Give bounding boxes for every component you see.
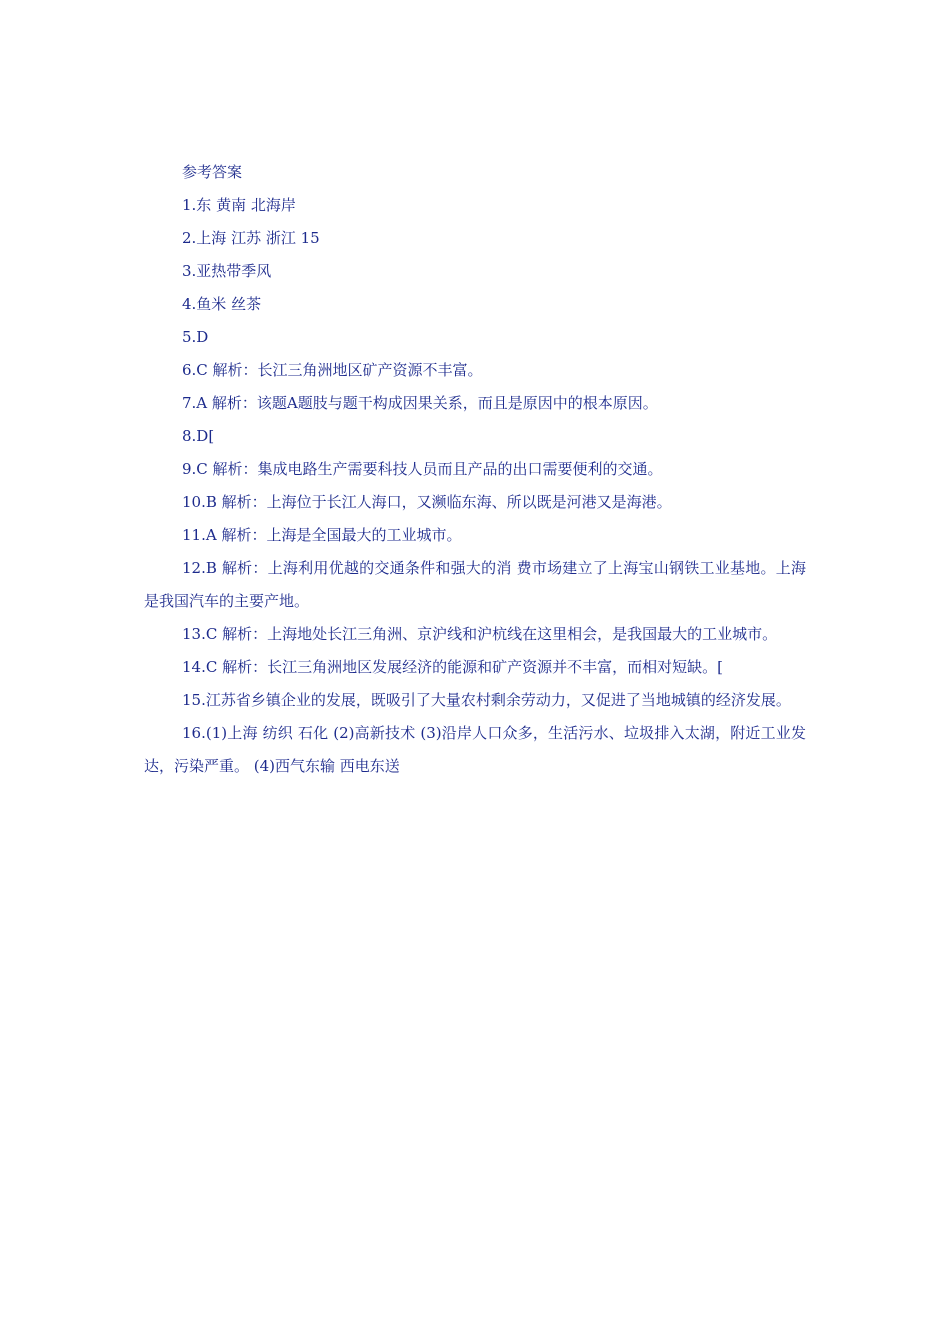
answer-item-14: 14.C 解析：长江三角洲地区发展经济的能源和矿产资源并不丰富，而相对短缺。[ xyxy=(182,658,723,676)
answer-item-11: 11.A 解析：上海是全国最大的工业城市。 xyxy=(182,526,462,544)
answer-heading: 参考答案 xyxy=(182,163,243,181)
answer-item-12: 12.B 解析：上海利用优越的交通条件和强大的消 费市场建立了上海宝山钢铁工业基地。上海是我国汽车的主要产地。 xyxy=(144,559,806,610)
answer-item-16: 16.(1)上海 纺织 石化 (2)高新技术 (3)沿岸人口众多，生活污水、垃圾排入太湖，附近工业发达，污染严重。 (4)西气东输 西电东送 xyxy=(144,724,806,775)
answer-item-4: 4.鱼米 丝茶 xyxy=(182,295,262,313)
answer-content xyxy=(144,156,806,783)
answer-item-15: 15.江苏省乡镇企业的发展，既吸引了大量农村剩余劳动力，又促进了当地城镇的经济发展。 xyxy=(182,691,791,709)
answer-item-5: 5.D xyxy=(182,328,209,346)
answer-item-6: 6.C 解析：长江三角洲地区矿产资源不丰富。 xyxy=(182,361,483,379)
answer-item-8: 8.D[ xyxy=(182,427,215,445)
answer-item-2: 2.上海 江苏 浙江 15 xyxy=(182,229,320,247)
answer-item-3: 3.亚热带季风 xyxy=(182,262,272,280)
answer-item-10: 10.B 解析：上海位于长江人海口，又濒临东海、所以既是河港又是海港。 xyxy=(182,493,672,511)
answer-item-9: 9.C 解析：集成电路生产需要科技人员而且产品的出口需要便利的交通。 xyxy=(182,460,663,478)
answer-item-1: 1.东 黄南 北海岸 xyxy=(182,196,296,214)
answer-item-7: 7.A 解析：该题A题肢与题干构成因果关系，而且是原因中的根本原因。 xyxy=(182,394,658,412)
answer-item-13: 13.C 解析：上海地处长江三角洲、京沪线和沪杭线在这里相会，是我国最大的工业城市。 xyxy=(182,625,778,643)
